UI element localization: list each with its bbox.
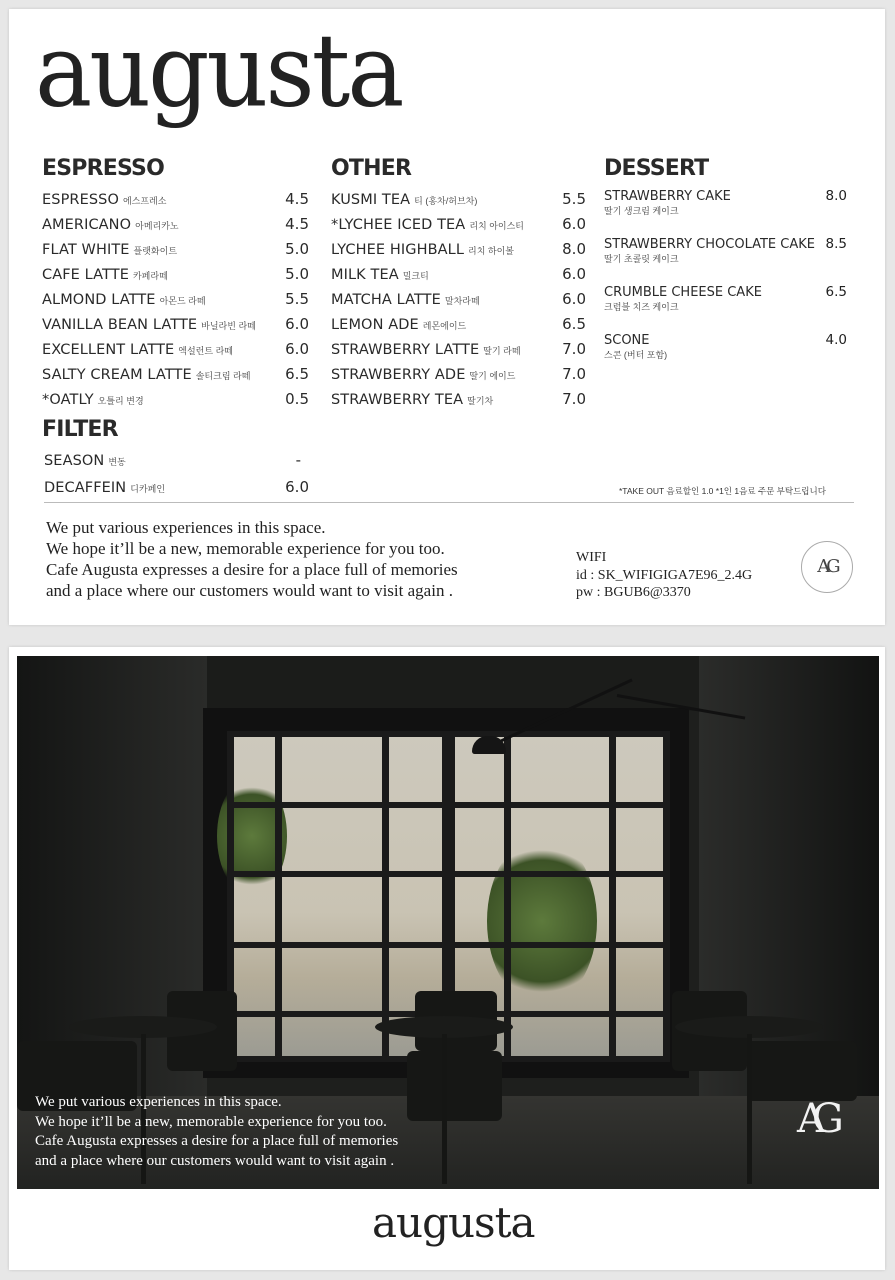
price: 8.0: [562, 240, 586, 258]
wifi-label: WIFI: [576, 550, 607, 565]
wifi-pw: pw : BGUB6@3370: [576, 585, 691, 600]
dessert-item: CRUMBLE CHEESE CAKE 크럼블 치즈 케이크 6.5: [604, 284, 847, 312]
espresso-column: [42, 156, 309, 500]
cafe-interior-photo: [17, 656, 879, 1189]
ag-monogram-icon: AG: [801, 541, 853, 593]
menu-item: CAFE LATTE 카페라떼 5.0: [42, 262, 309, 287]
menu-item: KUSMI TEA 티 (홍차/허브차) 5.5: [331, 187, 586, 212]
photo-card: [9, 647, 885, 1270]
price: 6.0: [285, 478, 309, 496]
dessert-item: SCONE 스콘 (버터 포함) 4.0: [604, 332, 847, 360]
menu-item: SEASON 변동 -: [42, 448, 309, 473]
price: 8.5: [825, 236, 847, 252]
price: 5.5: [285, 290, 309, 308]
price: 6.5: [825, 284, 847, 300]
price: 0.5: [285, 390, 309, 408]
price: 6.0: [562, 265, 586, 283]
wifi-id: id : SK_WIFIGIGA7E96_2.4G: [576, 567, 753, 583]
other-title: OTHER: [331, 156, 412, 181]
price: 7.0: [562, 365, 586, 383]
menu-item: STRAWBERRY LATTE 딸기 라떼 7.0: [331, 337, 586, 362]
takeout-notice: *TAKE OUT 음료할인 1.0 *1인 1음료 주문 부탁드립니다: [619, 486, 826, 496]
filter-title: FILTER: [42, 417, 118, 442]
menu-item: FLAT WHITE 플랫화이트 5.0: [42, 237, 309, 262]
price: -: [295, 451, 301, 469]
ag-monogram-icon: AG: [797, 1096, 830, 1142]
price: 6.0: [285, 315, 309, 333]
price: 8.0: [825, 188, 847, 204]
menu-item: EXCELLENT LATTE 엑설런트 라떼 6.0: [42, 337, 309, 362]
menu-item: MILK TEA 밀크티 6.0: [331, 262, 586, 287]
wifi-info: [576, 549, 752, 602]
menu-item: DECAFFEIN 디카페인 6.0: [42, 475, 309, 500]
menu-item: STRAWBERRY ADE 딸기 에이드 7.0: [331, 362, 586, 387]
price: 4.5: [285, 190, 309, 208]
price: 5.5: [562, 190, 586, 208]
divider: [44, 502, 854, 503]
price: 6.0: [562, 215, 586, 233]
menu-item: AMERICANO 아메리카노 4.5: [42, 212, 309, 237]
menu-item: ALMOND LATTE 아몬드 라떼 5.5: [42, 287, 309, 312]
menu-item: VANILLA BEAN LATTE 바닐라빈 라떼 6.0: [42, 312, 309, 337]
menu-item: ESPRESSO 에스프레소 4.5: [42, 187, 309, 212]
menu-item: SALTY CREAM LATTE 솔티크림 라떼 6.5: [42, 362, 309, 387]
dessert-item: STRAWBERRY CHOCOLATE CAKE 딸기 초콜릿 케이크 8.5: [604, 236, 847, 264]
menu-card: [9, 9, 885, 625]
menu-item: *LYCHEE ICED TEA 리치 아이스티 6.0: [331, 212, 586, 237]
other-column: [331, 156, 586, 412]
photo-statement: We put various experiences in this space. We hope it’ll be a new, memorable experience for you too. Cafe Augusta expresses a desire for a place full of memories and a place where our customers would want to visit again .: [35, 1094, 399, 1169]
espresso-title: ESPRESSO: [42, 156, 164, 181]
brand-logo: augusta: [35, 12, 402, 130]
menu-item: *OATLY 오틀리 변경 0.5: [42, 387, 309, 412]
price: 6.5: [562, 315, 586, 333]
price: 6.0: [285, 340, 309, 358]
price: 7.0: [562, 390, 586, 408]
price: 4.0: [825, 332, 847, 348]
brand-logo-footer: augusta: [372, 1198, 535, 1247]
dessert-column: [604, 156, 847, 380]
menu-item: LYCHEE HIGHBALL 리치 하이볼 8.0: [331, 237, 586, 262]
menu-item: LEMON ADE 레몬에이드 6.5: [331, 312, 586, 337]
menu-item: MATCHA LATTE 말차라떼 6.0: [331, 287, 586, 312]
price: 6.5: [285, 365, 309, 383]
price: 4.5: [285, 215, 309, 233]
price: 5.0: [285, 240, 309, 258]
brand-statement: We put various experiences in this space. We hope it’ll be a new, memorable experience for you too. Cafe Augusta expresses a desire for a place full of memories and a place where our customers would want to visit again .: [46, 518, 458, 600]
menu-item: STRAWBERRY TEA 딸기차 7.0: [331, 387, 586, 412]
price: 6.0: [562, 290, 586, 308]
price: 7.0: [562, 340, 586, 358]
price: 5.0: [285, 265, 309, 283]
dessert-title: DESSERT: [604, 156, 709, 181]
dessert-item: STRAWBERRY CAKE 딸기 생크림 케이크 8.0: [604, 188, 847, 216]
